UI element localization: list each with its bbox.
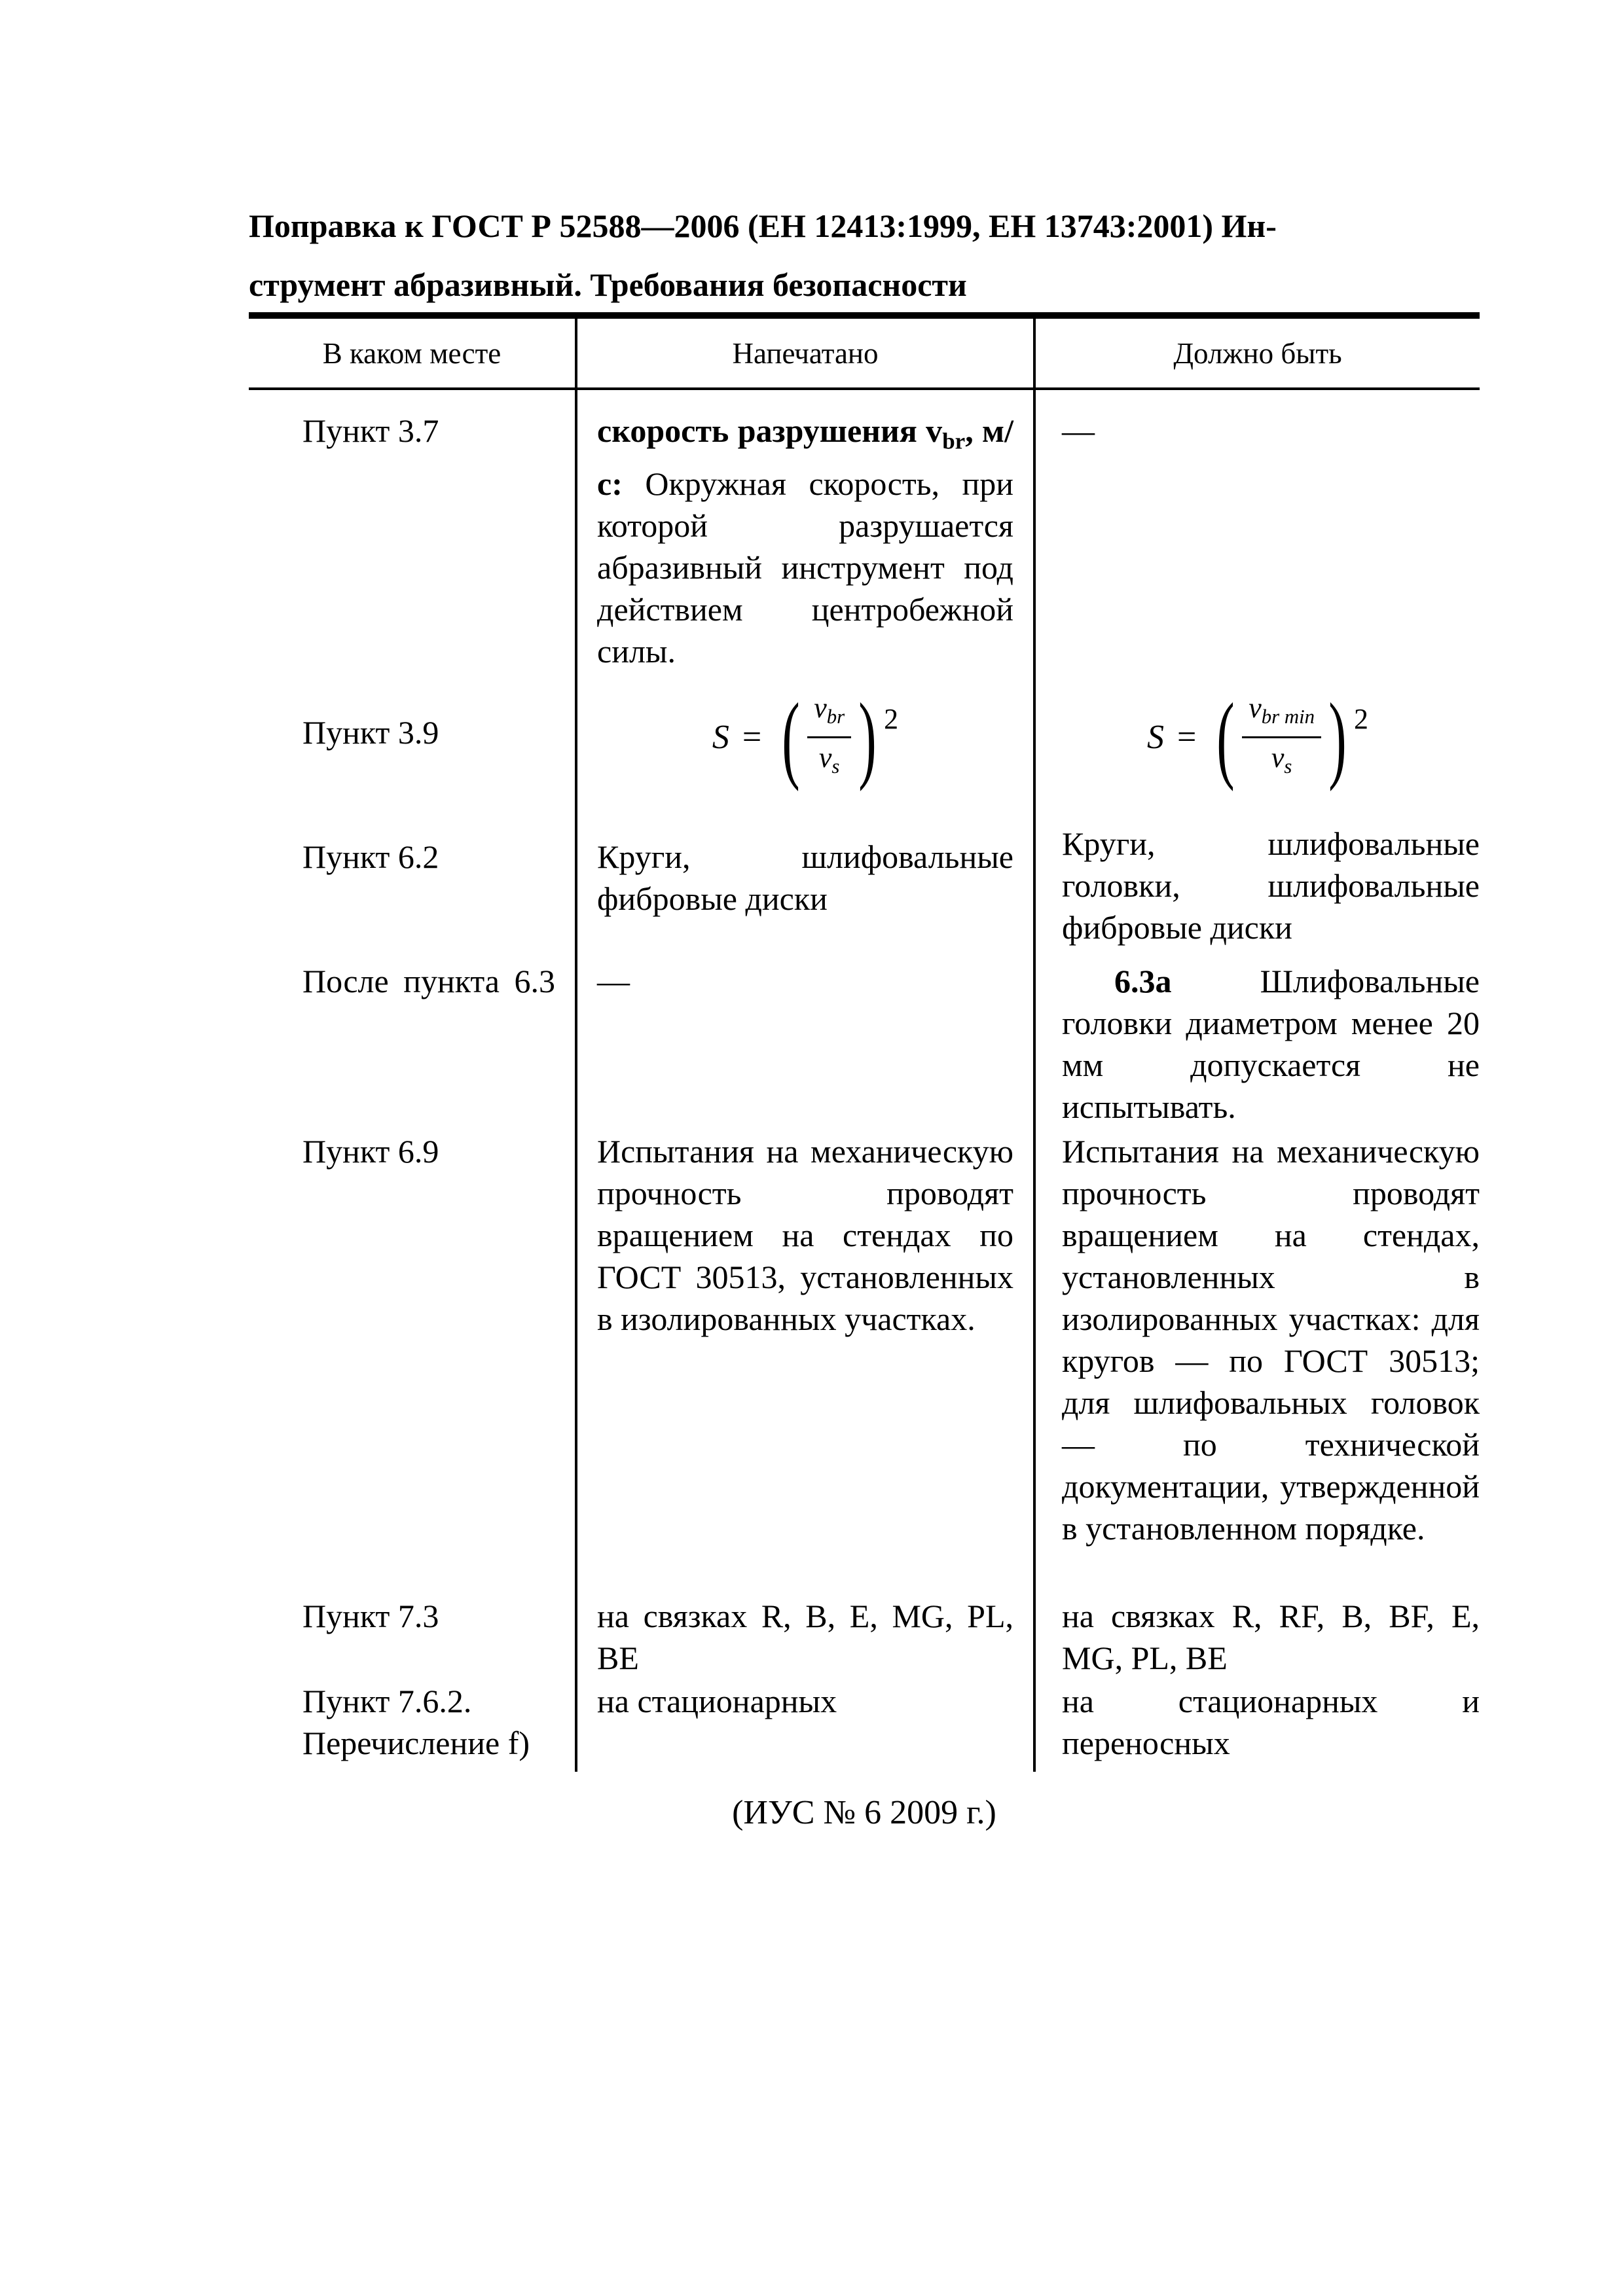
cell-should-be [1034, 672, 1480, 823]
cell-should-be: на стационарных и переносных [1034, 1680, 1480, 1772]
cell-place: Пункт 6.2 [302, 838, 439, 875]
cell-printed: на связках R, B, E, MG, PL, BE [576, 1595, 1034, 1680]
cell-place: После пункта 6.3 [302, 962, 555, 999]
table-header-row [249, 315, 1480, 389]
cell-should-be: Круги, шлифовальные головки, шлифовальные фибровые диски [1034, 823, 1480, 960]
cell-place: Пункт 7.6.2. Перечисление f) [302, 1682, 530, 1761]
header-should-be: Должно быть [1034, 315, 1480, 389]
term-definition: Окружная скорость, при которой разрушается абразивный инструмент под действием центробежной силы. [597, 465, 1013, 670]
table-row [249, 1595, 1480, 1680]
title-line-2: струмент абразивный. Требования безопасности [249, 266, 967, 303]
term-bold: скорость разрушения $v_{br}$, м/с: [597, 412, 1013, 502]
cell-should-be: на связках R, RF, B, BF, E, MG, PL, BE [1034, 1595, 1480, 1680]
formula-should-be: S = ( $\frac{v_{br min}}{v_s}$ ) 2 [1146, 683, 1369, 792]
cell-printed: — [576, 960, 1034, 1130]
cell-printed [576, 672, 1034, 823]
table-row [249, 823, 1480, 960]
table-row [249, 960, 1480, 1130]
cell-printed [576, 389, 1034, 672]
cell-printed: Круги, шлифовальные фибровые диски [576, 823, 1034, 960]
title-line-1: Поправка к ГОСТ Р 52588—2006 (ЕН 12413:1999, ЕН 13743:2001) Ин- [249, 207, 1277, 244]
cell-place: Пункт 3.7 [302, 412, 439, 449]
cell-place: Пункт 7.3 [302, 1597, 439, 1634]
document-title [249, 196, 1480, 314]
cell-should-be: 6.3а Шлифовальные головки диаметром менее 20 мм допускается не испытывать. [1034, 960, 1480, 1130]
cell-place: Пункт 6.9 [302, 1132, 439, 1170]
publication-reference: (ИУС № 6 2009 г.) [732, 1794, 996, 1831]
correction-table [249, 312, 1480, 1772]
cell-should-be: Испытания на механическую прочность проводят вращением на стендах, установленных в изолированных участках: для кругов — по ГОСТ 30513; для шлифовальных головок — по технической документации, утвержденной в установленном порядке. [1034, 1130, 1480, 1595]
cell-printed: на стационарных [576, 1680, 1034, 1772]
table-row [249, 1680, 1480, 1772]
header-printed: Напечатано [576, 315, 1034, 389]
header-place: В каком месте [249, 315, 576, 389]
cell-place: Пункт 3.9 [302, 713, 439, 751]
table-row [249, 672, 1480, 823]
table-row [249, 1130, 1480, 1595]
cell-printed: Испытания на механическую прочность проводят вращением на стендах по ГОСТ 30513, установленных в изолированных участках. [576, 1130, 1034, 1595]
formula-printed: S = ( $\frac{v_{br}}{v_s}$ ) 2 [712, 683, 899, 792]
table-row [249, 389, 1480, 672]
cell-should-be: — [1034, 389, 1480, 672]
